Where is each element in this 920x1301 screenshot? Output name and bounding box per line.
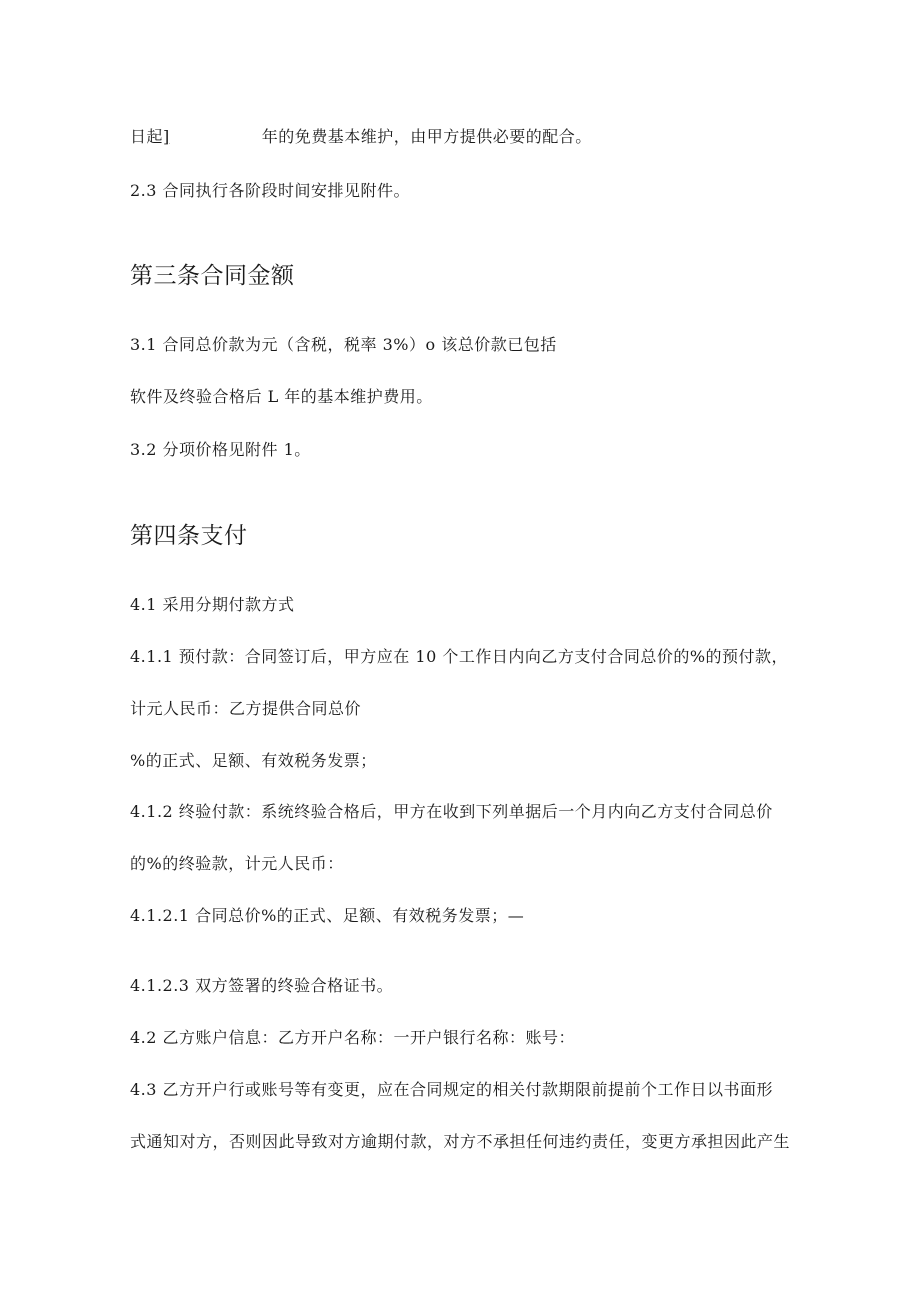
clause-4-1-2-3: 4.1.2.3 双方签署的终验合格证书。 [130,976,394,995]
clause-4-3-continued: 式通知对方，否则因此导致对方逾期付款，对方不承担任何违约责任，变更方承担因此产生 [130,1132,791,1151]
blank-underline-mark: ] [163,127,170,146]
heading-article-3: 第三条合同金额 [130,263,295,289]
text-maintenance-rest: 年的免费基本维护，由甲方提供必要的配合。 [261,127,592,146]
clause-4-1-2-1: 4.1.2.1 合同总价%的正式、足额、有效税务发票；— [130,906,525,925]
clause-2-3: 2.3 合同执行各阶段时间安排见附件。 [130,181,411,200]
clause-4-1-1-continued: 计元人民币：乙方提供合同总价 [130,699,362,718]
paragraph-maintenance [130,127,592,147]
clause-4-1: 4.1 采用分期付款方式 [130,595,295,614]
clause-4-3: 4.3 乙方开户行或账号等有变更，应在合同规定的相关付款期限前提前个工作日以书面形 [130,1080,774,1099]
clause-4-1-1: 4.1.1 预付款：合同签订后，甲方应在 10 个工作日内向乙方支付合同总价的%的预付款， [130,647,789,666]
heading-article-4: 第四条支付 [130,523,248,549]
clause-3-1: 3.1 合同总价款为元（含税，税率 3%）o 该总价款已包括 [130,335,557,354]
clause-4-1-2-continued: 的%的终验款，计元人民币： [130,854,344,873]
clause-4-2: 4.2 乙方账户信息：乙方开户名称：一开户银行名称：账号： [130,1028,576,1047]
clause-4-1-1-invoice: %的正式、足额、有效税务发票； [130,751,377,770]
clause-3-1-continued: 软件及终验合格后 L 年的基本维护费用。 [130,387,433,406]
clause-4-1-2: 4.1.2 终验付款：系统终验合格后，甲方在收到下列单据后一个月内向乙方支付合同总价 [130,802,773,821]
text-date-start: 日起 [130,127,164,146]
clause-3-2: 3.2 分项价格见附件 1。 [130,440,311,459]
